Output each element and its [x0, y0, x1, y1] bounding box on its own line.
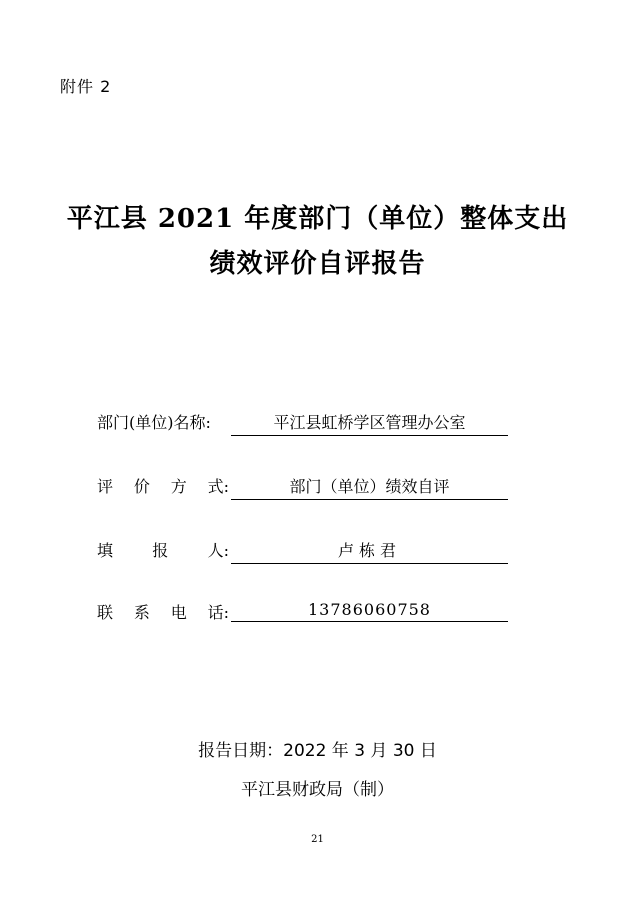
- department-value: 平江县虹桥学区管理办公室: [231, 410, 508, 436]
- phone-label-char: 联: [97, 603, 114, 622]
- form-row-method: [97, 474, 517, 500]
- filler-label-char: 报: [152, 541, 169, 560]
- method-label-char: 价: [133, 477, 150, 496]
- document-title-line1: 平江县 2021 年度部门（单位）整体支出: [66, 204, 569, 234]
- phone-label-char: 电: [170, 603, 187, 622]
- phone-label: [97, 600, 229, 623]
- method-label-char: 评: [97, 477, 114, 496]
- issuer: 平江县财政局（制）: [241, 780, 394, 800]
- phone-label-char: 系: [133, 603, 150, 622]
- form-row-filler: [97, 538, 517, 564]
- attachment-label: 附件 2: [60, 77, 112, 96]
- department-label: 部门(单位)名称:: [97, 413, 211, 432]
- phone-label-char: 话:: [207, 603, 229, 622]
- filler-value: 卢栋君: [231, 538, 508, 564]
- filler-label: [97, 538, 229, 561]
- method-label-char: 方: [170, 477, 187, 496]
- filler-label-char: 填: [97, 541, 114, 560]
- method-value: 部门（单位）绩效自评: [231, 474, 508, 500]
- phone-value: 13786060758: [231, 600, 508, 622]
- method-label: [97, 474, 229, 497]
- page-number: 21: [311, 834, 324, 845]
- form-row-phone: [97, 600, 517, 626]
- filler-label-char: 人:: [207, 541, 229, 560]
- document-title-line2: 绩效评价自评报告: [209, 249, 426, 279]
- report-date: 报告日期：2022 年 3 月 30 日: [198, 741, 437, 761]
- form-row-department: [97, 410, 517, 436]
- method-label-char: 式:: [207, 477, 229, 496]
